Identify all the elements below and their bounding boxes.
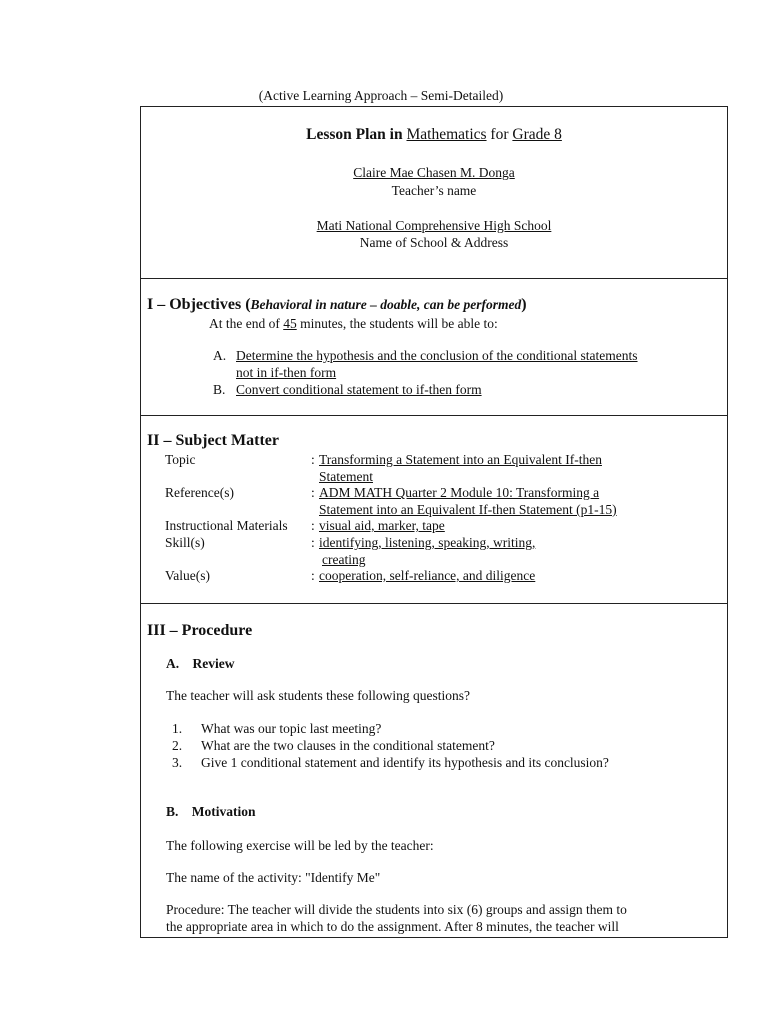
subject-row-value-cont: creating xyxy=(322,552,366,567)
motivation-procedure-line: the appropriate area in which to do the assignment. After 8 minutes, the teacher will xyxy=(166,919,619,934)
objectives-subheading: Behavioral in nature – doable, can be performed xyxy=(250,297,522,312)
review-intro: The teacher will ask students these following questions? xyxy=(166,688,471,703)
motivation-marker: B. xyxy=(166,804,179,819)
subject-row-label: Instructional Materials xyxy=(165,518,288,533)
document-caption: (Active Learning Approach – Semi-Detailed) xyxy=(258,88,504,103)
objective-marker: A. xyxy=(213,348,227,363)
objective-text-line: Determine the hypothesis and the conclusion of the conditional statements xyxy=(236,348,638,363)
lesson-plan-table xyxy=(140,106,728,938)
motivation-intro: The following exercise will be led by the teacher: xyxy=(166,838,434,853)
lesson-plan-title xyxy=(141,126,727,144)
subject-row-colon: : xyxy=(311,535,315,550)
review-heading xyxy=(166,656,234,672)
motivation-procedure-line: Procedure: The teacher will divide the students into six (6) groups and assign them to xyxy=(166,902,627,917)
objectives-heading-text: I – Objectives xyxy=(147,296,242,313)
procedure-cell xyxy=(141,603,727,938)
question-marker: 3. xyxy=(172,755,183,770)
subject-row-value: ADM MATH Quarter 2 Module 10: Transforming a xyxy=(319,485,600,500)
objectives-paren-open: ( xyxy=(245,296,251,313)
question-text: Give 1 conditional statement and identify its hypothesis and its conclusion? xyxy=(201,755,609,770)
subject-row-value-cont: Statement into an Equivalent If-then Statement (p1-15) xyxy=(319,502,617,517)
question-marker: 1. xyxy=(172,721,183,736)
subject-row-value: identifying, listening, speaking, writing, xyxy=(319,535,536,550)
review-marker: A. xyxy=(166,656,180,671)
school-name-value: Mati National Comprehensive High School xyxy=(316,218,552,233)
subject-row-colon: : xyxy=(311,452,315,467)
title-prefix: Lesson Plan in xyxy=(306,126,403,143)
review-title: Review xyxy=(192,656,235,671)
header-cell xyxy=(141,106,727,278)
motivation-heading xyxy=(166,804,256,820)
subject-matter-heading: II – Subject Matter xyxy=(147,432,279,449)
objective-marker: B. xyxy=(213,382,226,397)
subject-row-label: Skill(s) xyxy=(165,535,205,550)
objective-text-line: not in if-then form xyxy=(236,365,337,380)
question-marker: 2. xyxy=(172,738,183,753)
subject-value: Mathematics xyxy=(406,126,487,143)
motivation-activity: The name of the activity: "Identify Me" xyxy=(166,870,381,885)
objectives-intro-post: minutes, the students will be able to: xyxy=(300,316,498,331)
subject-row-colon: : xyxy=(311,518,315,533)
procedure-heading: III – Procedure xyxy=(147,622,253,639)
objectives-cell xyxy=(141,278,727,415)
objectives-intro-pre: At the end of xyxy=(209,316,280,331)
question-text: What are the two clauses in the conditional statement? xyxy=(201,738,495,753)
grade-value: Grade 8 xyxy=(512,126,562,143)
subject-row-colon: : xyxy=(311,568,315,583)
objectives-paren-close: ) xyxy=(521,296,527,313)
subject-row-value: cooperation, self-reliance, and diligence xyxy=(319,568,536,583)
subject-matter-cell xyxy=(141,415,727,603)
subject-row-label: Value(s) xyxy=(165,568,210,583)
objectives-minutes: 45 xyxy=(283,316,297,331)
subject-row-label: Topic xyxy=(165,452,196,467)
subject-row-value: visual aid, marker, tape xyxy=(319,518,445,533)
objective-text-line: Convert conditional statement to if-then form xyxy=(236,382,482,397)
subject-row-colon: : xyxy=(311,485,315,500)
subject-row-value-cont: Statement xyxy=(319,469,373,484)
subject-row-label: Reference(s) xyxy=(165,485,234,500)
school-name-label: Name of School & Address xyxy=(359,235,509,250)
for-word: for xyxy=(490,126,509,143)
teacher-name-label: Teacher’s name xyxy=(391,183,477,198)
subject-row-value: Transforming a Statement into an Equivalent If-then xyxy=(319,452,602,467)
teacher-name-value: Claire Mae Chasen M. Donga xyxy=(353,165,515,180)
objectives-heading xyxy=(147,296,527,314)
question-text: What was our topic last meeting? xyxy=(201,721,382,736)
motivation-title: Motivation xyxy=(191,804,256,819)
objectives-intro xyxy=(209,316,498,332)
